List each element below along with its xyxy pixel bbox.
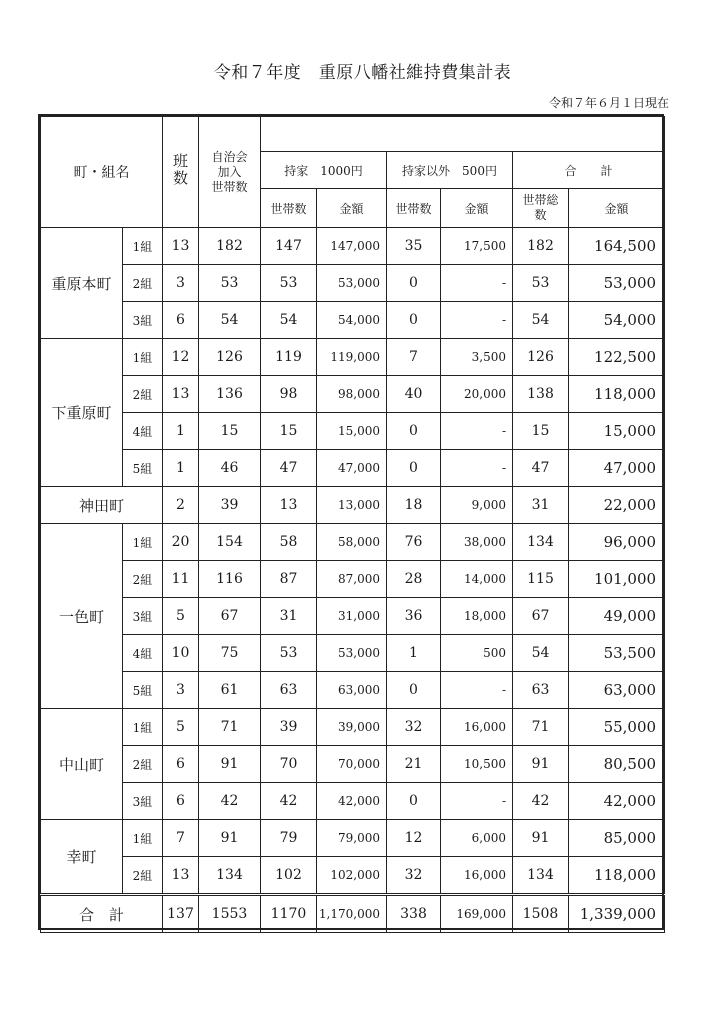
table-row [41,746,665,783]
owner-households-cell: 147 [261,228,317,265]
header-non-owner: 持家以外 500円 [387,152,513,189]
han-count-cell: 20 [163,524,199,561]
non-owner-households-cell: 21 [387,746,441,783]
non-owner-amount-cell: - [441,783,513,820]
total-households-cell: 134 [513,857,569,895]
total-amount-cell: 55,000 [569,709,665,746]
owner-households-cell: 63 [261,672,317,709]
town-name: 中山町 [41,709,123,820]
total-households-cell: 71 [513,709,569,746]
total-amount-cell: 80,500 [569,746,665,783]
non-owner-households-cell: 12 [387,820,441,857]
total-households-cell: 42 [513,783,569,820]
owner-households-cell: 31 [261,598,317,635]
table-body [41,117,665,933]
member-households-cell: 54 [199,302,261,339]
owner-amount-cell: 13,000 [317,487,387,524]
han-count-cell: 3 [163,672,199,709]
header-han-count: 班数 [163,117,199,228]
non-owner-amount-cell: 16,000 [441,857,513,895]
non-owner-households-cell: 36 [387,598,441,635]
han-count-cell: 6 [163,783,199,820]
member-households-cell: 154 [199,524,261,561]
total-households-cell: 91 [513,746,569,783]
non-owner-households-cell: 28 [387,561,441,598]
town-name: 幸町 [41,820,123,895]
non-owner-households-cell: 32 [387,857,441,895]
non-owner-amount-cell: 14,000 [441,561,513,598]
han-count-cell: 13 [163,228,199,265]
owner-amount-cell: 119,000 [317,339,387,376]
header-total-amount: 金額 [569,189,665,228]
owner-households-cell: 58 [261,524,317,561]
table-row [41,487,665,524]
han-count-cell: 7 [163,820,199,857]
owner-amount-cell: 102,000 [317,857,387,895]
table-row [41,302,665,339]
member-households-cell: 116 [199,561,261,598]
non-owner-households-cell: 40 [387,376,441,413]
total-amount-cell: 54,000 [569,302,665,339]
table-row [41,820,665,857]
owner-households-cell: 98 [261,376,317,413]
owner-amount-cell: 53,000 [317,635,387,672]
group-name: 4組 [123,635,163,672]
town-name: 下重原町 [41,339,123,487]
member-households-cell: 126 [199,339,261,376]
table-row [41,339,665,376]
total-households-cell: 31 [513,487,569,524]
total-label: 合 計 [41,895,163,933]
total-row [41,895,665,933]
non-owner-amount-cell: 18,000 [441,598,513,635]
non-owner-households-cell: 0 [387,783,441,820]
total-non-owner-amount: 169,000 [441,895,513,933]
member-households-cell: 71 [199,709,261,746]
han-count-cell: 13 [163,376,199,413]
table-row [41,857,665,895]
member-households-cell: 75 [199,635,261,672]
grand-total-amount: 1,339,000 [569,895,665,933]
group-name: 2組 [123,561,163,598]
member-households-cell: 42 [199,783,261,820]
header-member-households [199,117,261,228]
group-name: 1組 [123,524,163,561]
han-count-cell: 10 [163,635,199,672]
total-owner-households: 1170 [261,895,317,933]
total-households-cell: 67 [513,598,569,635]
header-non-owner-amount: 金額 [441,189,513,228]
table-row [41,524,665,561]
header-owner: 持家 1000円 [261,152,387,189]
non-owner-amount-cell: 9,000 [441,487,513,524]
non-owner-amount-cell: - [441,672,513,709]
group-name: 2組 [123,376,163,413]
non-owner-amount-cell: 38,000 [441,524,513,561]
member-households-cell: 91 [199,820,261,857]
group-name: 3組 [123,598,163,635]
han-count-cell: 5 [163,709,199,746]
total-amount-cell: 42,000 [569,783,665,820]
total-households-cell: 138 [513,376,569,413]
member-households-cell: 136 [199,376,261,413]
table-row [41,635,665,672]
member-households-cell: 182 [199,228,261,265]
member-households-label: 自治会 加入 世帯数 [211,149,248,194]
owner-households-cell: 87 [261,561,317,598]
owner-households-cell: 53 [261,635,317,672]
owner-households-cell: 70 [261,746,317,783]
owner-households-cell: 15 [261,413,317,450]
table-row [41,376,665,413]
non-owner-households-cell: 18 [387,487,441,524]
non-owner-households-cell: 0 [387,450,441,487]
han-count-cell: 13 [163,857,199,895]
owner-amount-cell: 47,000 [317,450,387,487]
owner-households-cell: 102 [261,857,317,895]
header-row-top [41,117,665,152]
owner-amount-cell: 15,000 [317,413,387,450]
han-count-cell: 6 [163,746,199,783]
han-count-cell: 11 [163,561,199,598]
total-han-count: 137 [163,895,199,933]
total-amount-cell: 122,500 [569,339,665,376]
total-amount-cell: 118,000 [569,376,665,413]
non-owner-households-cell: 35 [387,228,441,265]
owner-households-cell: 42 [261,783,317,820]
total-non-owner-households: 338 [387,895,441,933]
owner-amount-cell: 63,000 [317,672,387,709]
owner-amount-cell: 147,000 [317,228,387,265]
group-name: 1組 [123,820,163,857]
total-amount-cell: 22,000 [569,487,665,524]
group-name: 5組 [123,672,163,709]
han-count-cell: 1 [163,413,199,450]
table-row [41,413,665,450]
total-owner-amount: 1,170,000 [317,895,387,933]
total-amount-cell: 47,000 [569,450,665,487]
table-row [41,709,665,746]
member-households-cell: 91 [199,746,261,783]
group-name: 1組 [123,709,163,746]
total-households-cell: 54 [513,635,569,672]
header-owner-households: 世帯数 [261,189,317,228]
han-count-cell: 2 [163,487,199,524]
owner-households-cell: 13 [261,487,317,524]
group-name: 2組 [123,265,163,302]
owner-amount-cell: 87,000 [317,561,387,598]
non-owner-amount-cell: 16,000 [441,709,513,746]
total-households-cell: 63 [513,672,569,709]
total-households-cell: 126 [513,339,569,376]
total-households-cell: 53 [513,265,569,302]
han-count-cell: 12 [163,339,199,376]
owner-households-cell: 39 [261,709,317,746]
header-town-group: 町・組名 [41,117,163,228]
member-households-cell: 46 [199,450,261,487]
total-amount-cell: 85,000 [569,820,665,857]
group-name: 4組 [123,413,163,450]
table-row [41,265,665,302]
han-count-cell: 1 [163,450,199,487]
han-count-cell: 3 [163,265,199,302]
total-amount-cell: 101,000 [569,561,665,598]
non-owner-amount-cell: 20,000 [441,376,513,413]
non-owner-amount-cell: 3,500 [441,339,513,376]
group-name: 2組 [123,746,163,783]
group-name: 2組 [123,857,163,895]
owner-households-cell: 53 [261,265,317,302]
non-owner-amount-cell: 17,500 [441,228,513,265]
han-count-cell: 5 [163,598,199,635]
non-owner-households-cell: 0 [387,672,441,709]
total-amount-cell: 118,000 [569,857,665,895]
total-households-cell: 115 [513,561,569,598]
header-total-households: 世帯総 数 [513,189,569,228]
member-households-cell: 134 [199,857,261,895]
non-owner-amount-cell: - [441,450,513,487]
member-households-cell: 61 [199,672,261,709]
group-name: 5組 [123,450,163,487]
total-households-cell: 182 [513,228,569,265]
header-non-owner-households: 世帯数 [387,189,441,228]
total-amount-cell: 53,500 [569,635,665,672]
owner-households-cell: 79 [261,820,317,857]
total-member-households: 1553 [199,895,261,933]
non-owner-households-cell: 0 [387,265,441,302]
total-households-cell: 15 [513,413,569,450]
member-households-cell: 15 [199,413,261,450]
owner-amount-cell: 31,000 [317,598,387,635]
non-owner-amount-cell: 6,000 [441,820,513,857]
group-name: 1組 [123,228,163,265]
table-row [41,450,665,487]
header-top-blank [261,117,665,152]
as-of-date: 令和７年６月１日現在 [548,96,669,110]
member-households-cell: 67 [199,598,261,635]
non-owner-amount-cell: - [441,302,513,339]
total-amount-cell: 49,000 [569,598,665,635]
non-owner-households-cell: 1 [387,635,441,672]
table-row [41,228,665,265]
total-amount-cell: 53,000 [569,265,665,302]
table-row [41,783,665,820]
group-name: 3組 [123,302,163,339]
owner-amount-cell: 79,000 [317,820,387,857]
owner-amount-cell: 54,000 [317,302,387,339]
non-owner-amount-cell: - [441,413,513,450]
owner-households-cell: 47 [261,450,317,487]
total-total-households: 1508 [513,895,569,933]
table-row [41,672,665,709]
total-households-cell: 47 [513,450,569,487]
owner-households-cell: 119 [261,339,317,376]
town-name: 重原本町 [41,228,123,339]
owner-amount-cell: 42,000 [317,783,387,820]
total-amount-cell: 15,000 [569,413,665,450]
han-count-cell: 6 [163,302,199,339]
owner-amount-cell: 98,000 [317,376,387,413]
header-total: 合 計 [513,152,665,189]
non-owner-amount-cell: 10,500 [441,746,513,783]
group-name: 1組 [123,339,163,376]
non-owner-households-cell: 0 [387,413,441,450]
total-households-cell: 134 [513,524,569,561]
total-households-cell: 54 [513,302,569,339]
total-amount-cell: 96,000 [569,524,665,561]
owner-amount-cell: 58,000 [317,524,387,561]
table-row [41,598,665,635]
total-households-cell: 91 [513,820,569,857]
owner-amount-cell: 53,000 [317,265,387,302]
non-owner-amount-cell: - [441,265,513,302]
table-row [41,561,665,598]
town-name: 神田町 [41,487,163,524]
total-amount-cell: 164,500 [569,228,665,265]
header-owner-amount: 金額 [317,189,387,228]
non-owner-households-cell: 76 [387,524,441,561]
owner-amount-cell: 70,000 [317,746,387,783]
member-households-cell: 39 [199,487,261,524]
non-owner-amount-cell: 500 [441,635,513,672]
page-title: 令和７年度 重原八幡社維持費集計表 [213,63,512,83]
member-households-cell: 53 [199,265,261,302]
non-owner-households-cell: 0 [387,302,441,339]
non-owner-households-cell: 7 [387,339,441,376]
owner-households-cell: 54 [261,302,317,339]
owner-amount-cell: 39,000 [317,709,387,746]
group-name: 3組 [123,783,163,820]
town-name: 一色町 [41,524,123,709]
non-owner-households-cell: 32 [387,709,441,746]
total-amount-cell: 63,000 [569,672,665,709]
maintenance-fee-table [40,116,665,933]
